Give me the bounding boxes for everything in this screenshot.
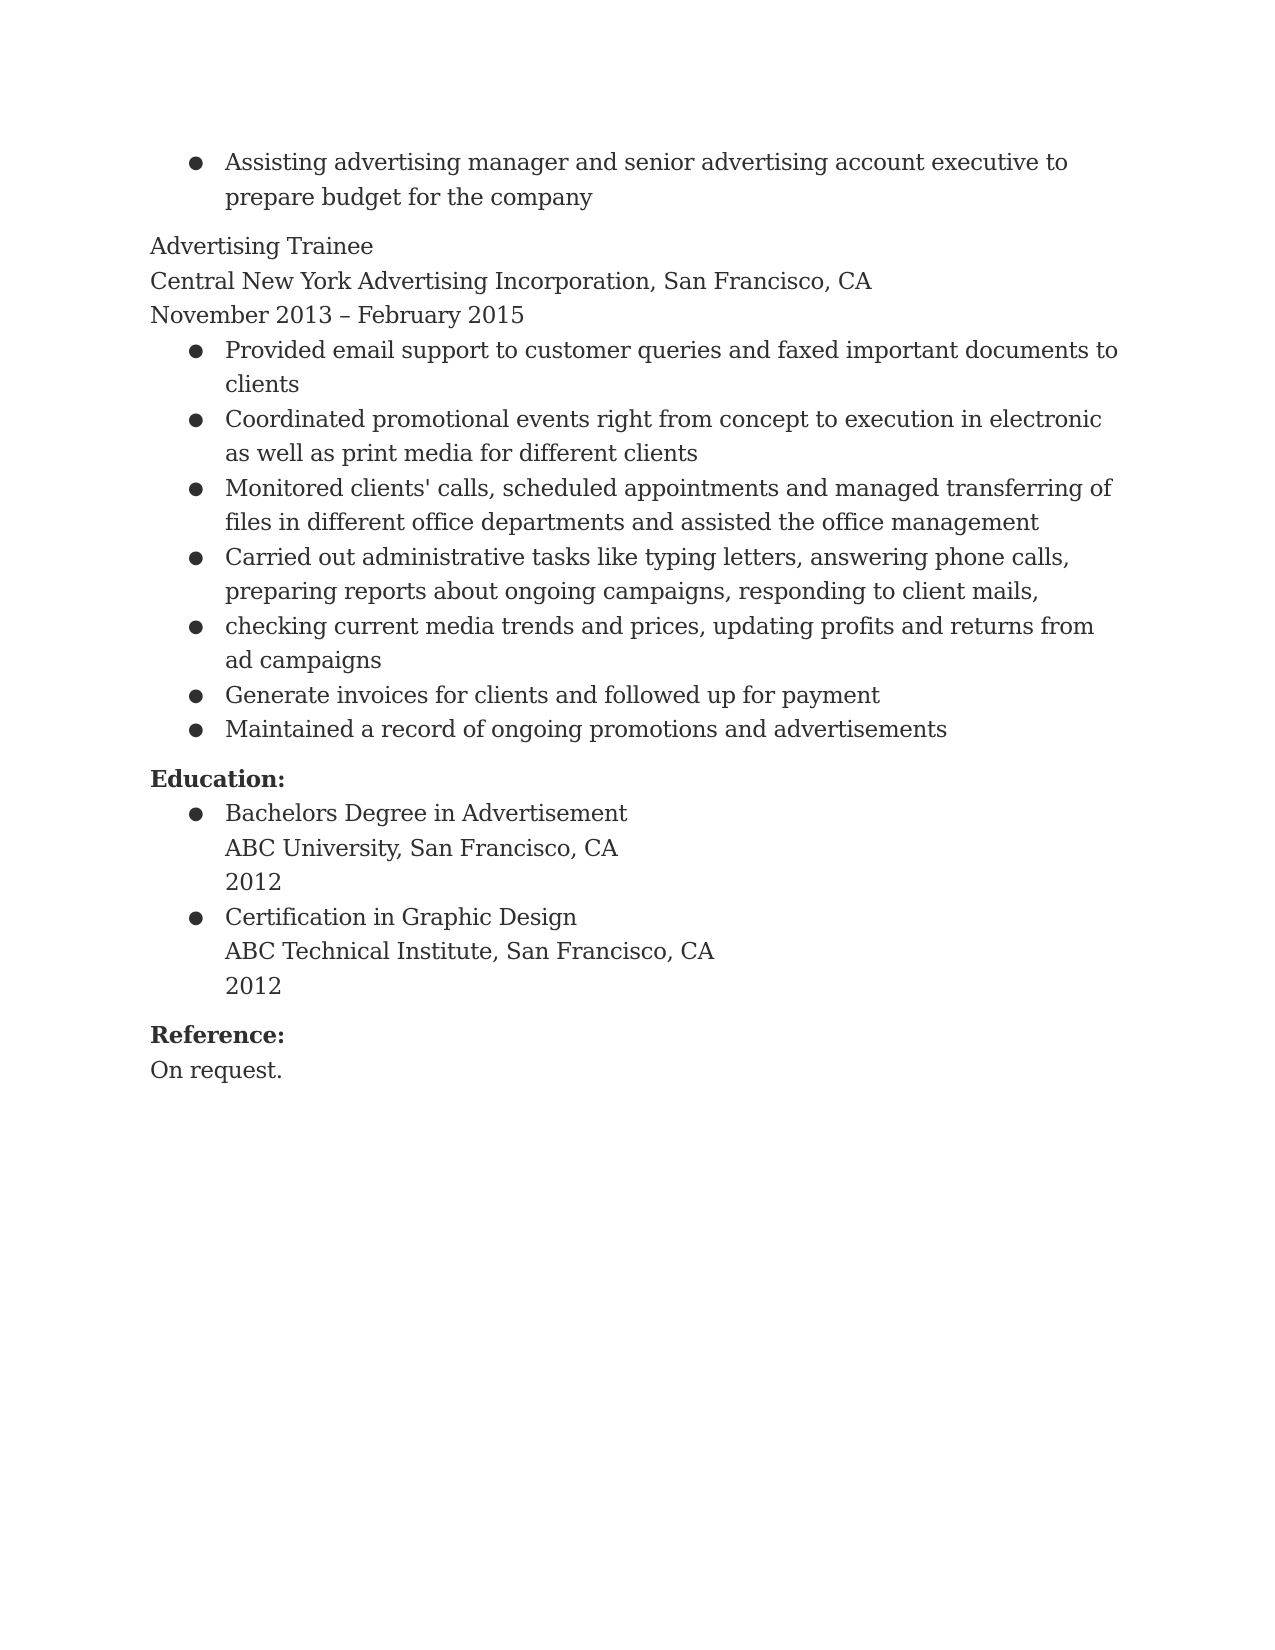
list-item (150, 541, 1125, 610)
reference-heading: Reference: (150, 1022, 285, 1049)
list-item (150, 334, 1125, 403)
resume-page (150, 146, 1125, 1088)
list-item (150, 679, 1125, 714)
job-entry (150, 230, 1125, 748)
bullet-text: checking current media trends and prices, updating profits and returns from ad campaigns (225, 613, 1095, 674)
bullet-text: Carried out administrative tasks like typing letters, answering phone calls, preparing reports about ongoing campaigns, responding to client mails, (225, 544, 1070, 605)
bullet-icon: ● (188, 906, 204, 928)
education-list (150, 797, 1125, 1004)
bullet-text: Monitored clients' calls, scheduled appointments and managed transferring of files in different office departments and assisted the office management (225, 475, 1112, 536)
bullet-icon: ● (188, 477, 204, 499)
education-degree: Bachelors Degree in Advertisement (225, 801, 628, 827)
list-item (150, 610, 1125, 679)
bullet-icon: ● (188, 719, 204, 740)
bullet-text: Coordinated promotional events right from concept to execution in electronic as well as print media for different clients (225, 406, 1102, 467)
bullet-text: Generate invoices for clients and followed up for payment (225, 682, 880, 709)
job-dates: November 2013 – February 2015 (150, 303, 525, 329)
education-school: ABC Technical Institute, San Francisco, CA (225, 939, 714, 965)
bullet-icon: ● (188, 152, 204, 173)
bullet-icon: ● (188, 339, 204, 361)
bullet-icon: ● (188, 684, 204, 706)
bullet-text: Provided email support to customer queries and faxed important documents to clients (225, 337, 1118, 398)
education-year: 2012 (225, 973, 282, 1000)
list-item (150, 403, 1125, 472)
list-item (150, 713, 1125, 748)
list-item (150, 901, 1125, 1005)
list-item (150, 472, 1125, 541)
job-company: Central New York Advertising Incorporation, San Francisco, CA (150, 268, 872, 295)
prev-job-bullets (150, 146, 1125, 215)
education-degree: Certification in Graphic Design (225, 904, 577, 931)
bullet-icon: ● (188, 615, 204, 637)
job-title: Advertising Trainee (150, 234, 374, 260)
job-bullets (150, 334, 1125, 748)
bullet-icon: ● (188, 546, 204, 568)
bullet-text: Assisting advertising manager and senior advertising account executive to prepare budget for the company (225, 150, 1068, 211)
list-item (150, 146, 1125, 215)
list-item (150, 797, 1125, 901)
education-year: 2012 (225, 870, 282, 896)
education-heading: Education: (150, 765, 286, 793)
bullet-icon: ● (188, 803, 204, 824)
bullet-text: Maintained a record of ongoing promotions and advertisements (225, 717, 948, 743)
reference-text: On request. (150, 1057, 283, 1084)
bullet-icon: ● (188, 408, 204, 430)
education-school: ABC University, San Francisco, CA (225, 835, 618, 862)
